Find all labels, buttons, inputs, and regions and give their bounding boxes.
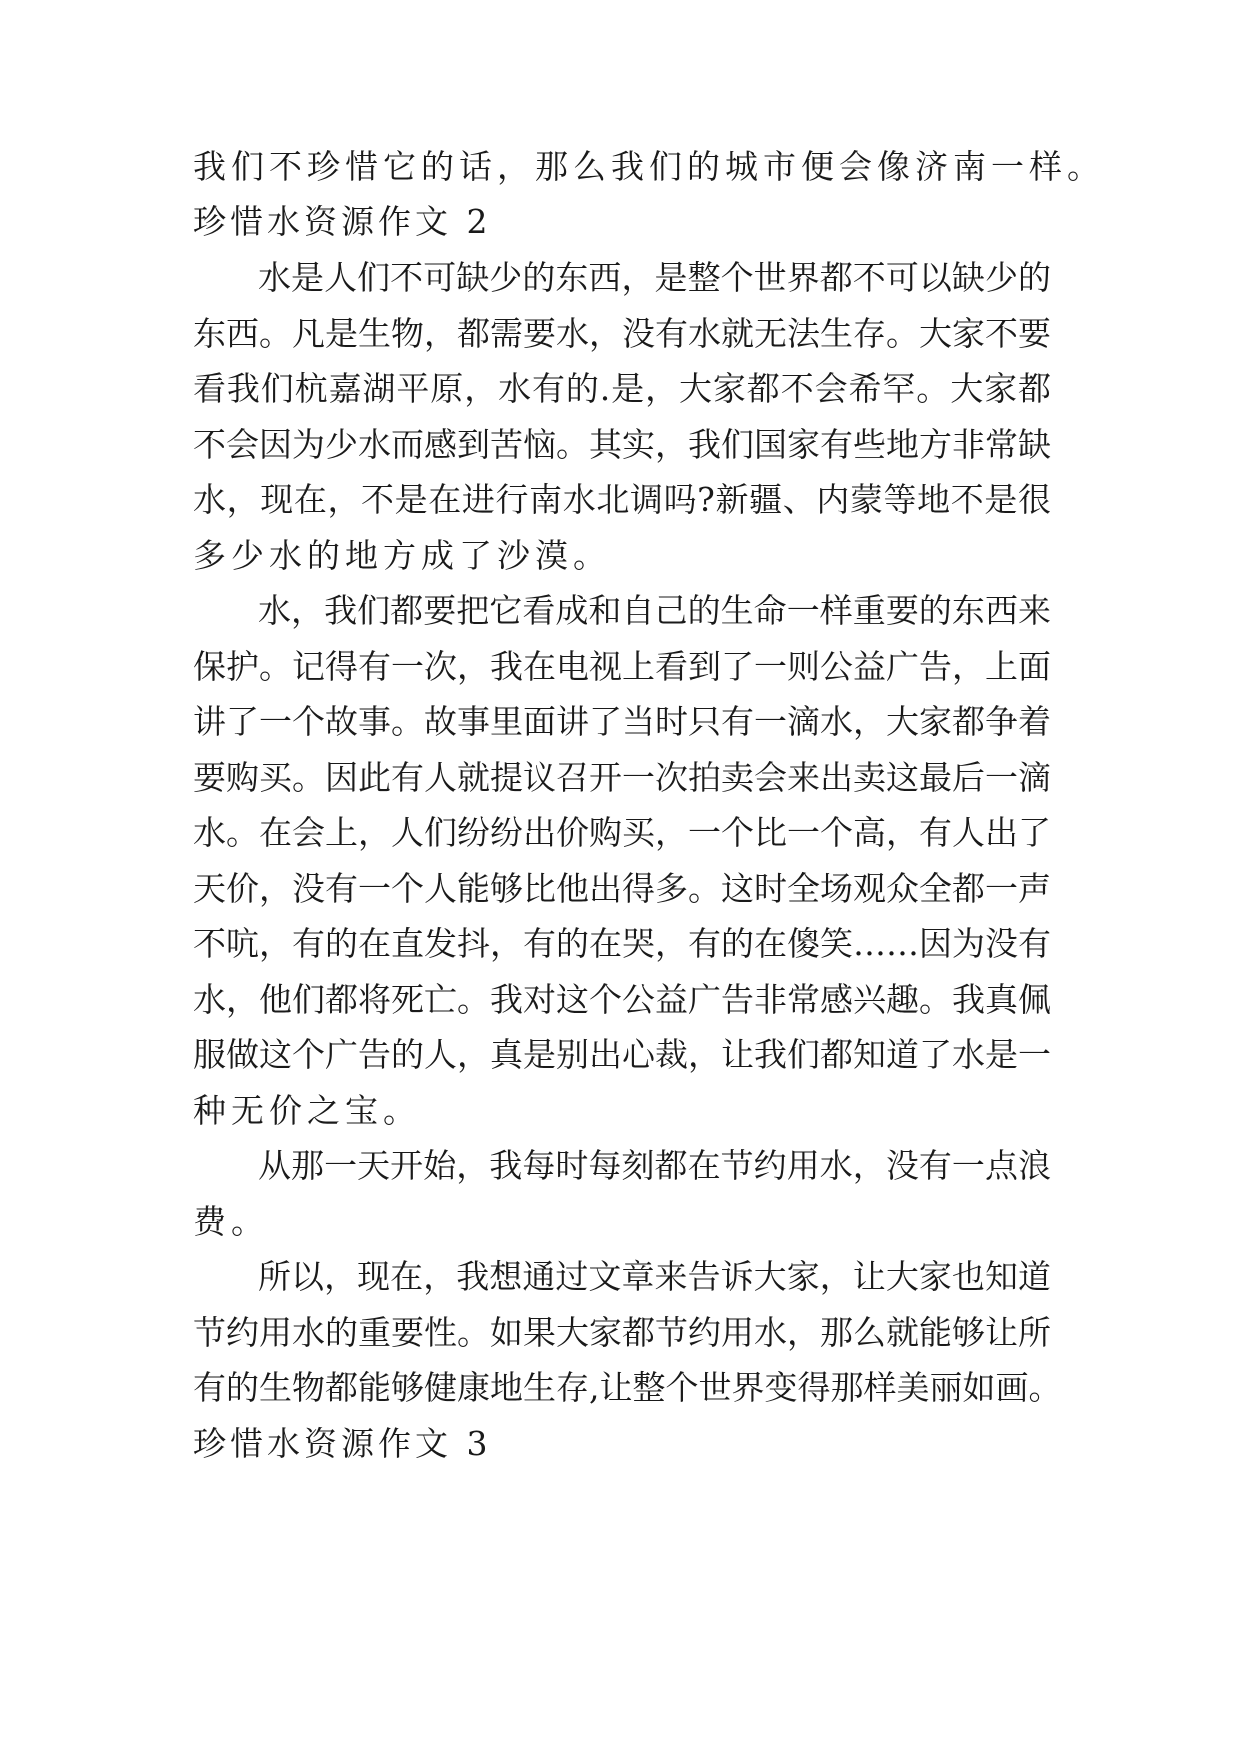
paragraph-line: 要购买。因此有人就提议召开一次拍卖会来出卖这最后一滴: [193, 758, 1051, 797]
paragraph-line: 看我们杭嘉湖平原，水有的.是，大家都不会希罕。大家都: [193, 369, 1051, 408]
paragraph-line: 多少水的地方成了沙漠。: [193, 536, 611, 575]
paragraph-line: 水，他们都将死亡。我对这个公益广告非常感兴趣。我真佩: [193, 980, 1051, 1019]
paragraph-line: 从那一天开始，我每时每刻都在节约用水，没有一点浪: [258, 1146, 1051, 1185]
paragraph-line: 不会因为少水而感到苦恼。其实，我们国家有些地方非常缺: [193, 425, 1051, 464]
paragraph-line: 东西。凡是生物，都需要水，没有水就无法生存。大家不要: [193, 314, 1051, 353]
paragraph-line: 种无价之宝。: [193, 1091, 421, 1130]
section-heading: 珍惜水资源作文 2: [193, 202, 492, 241]
paragraph-line: 所以，现在，我想通过文章来告诉大家，让大家也知道: [258, 1257, 1051, 1296]
paragraph-line: 有的生物都能够健康地生存,让整个世界变得那样美丽如画。: [193, 1368, 1062, 1407]
paragraph-line: 水，现在，不是在进行南水北调吗?新疆、内蒙等地不是很: [193, 480, 1051, 519]
section-heading: 珍惜水资源作文 3: [193, 1424, 492, 1463]
paragraph-line: 节约用水的重要性。如果大家都节约用水，那么就能够让所: [193, 1313, 1051, 1352]
paragraph-line: 水是人们不可缺少的东西，是整个世界都不可以缺少的: [258, 258, 1051, 297]
paragraph-line: 天价，没有一个人能够比他出得多。这时全场观众全都一声: [193, 869, 1051, 908]
paragraph-line: 费。: [193, 1202, 269, 1241]
paragraph-line: 服做这个广告的人，真是别出心裁，让我们都知道了水是一: [193, 1035, 1051, 1074]
paragraph-line: 讲了一个故事。故事里面讲了当时只有一滴水，大家都争着: [193, 702, 1051, 741]
paragraph-line: 水，我们都要把它看成和自己的生命一样重要的东西来: [258, 591, 1051, 630]
paragraph-line: 水。在会上，人们纷纷出价购买，一个比一个高，有人出了: [193, 813, 1051, 852]
paragraph-line: 不吭，有的在直发抖，有的在哭，有的在傻笑……因为没有: [193, 924, 1051, 963]
paragraph-line: 保护。记得有一次，我在电视上看到了一则公益广告，上面: [193, 647, 1051, 686]
paragraph-line: 我们不珍惜它的话，那么我们的城市便会像济南一样。: [193, 147, 1105, 186]
